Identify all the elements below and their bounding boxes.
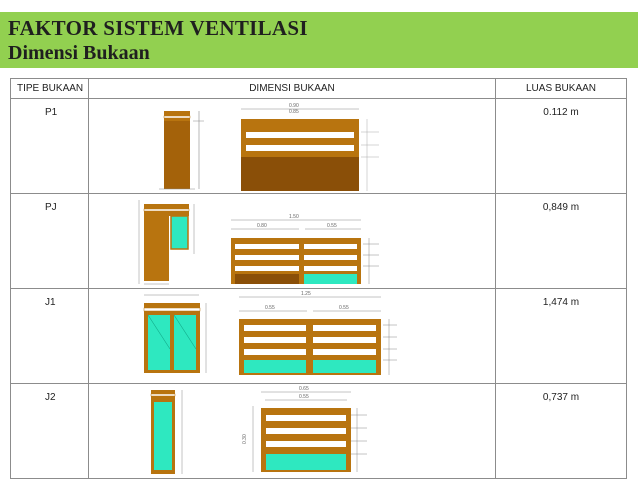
pj-dim-left: 0.80 [257, 223, 267, 229]
luas-cell [496, 289, 627, 384]
drawing-p1 [89, 99, 496, 194]
tipe-cell [11, 289, 89, 384]
drawing-j2 [89, 384, 496, 479]
luas-value: 0.112 m [543, 107, 579, 118]
tipe-label: J2 [45, 392, 56, 403]
title-banner [0, 12, 638, 68]
table-row [11, 384, 627, 479]
tipe-label: P1 [45, 107, 58, 118]
table-row [11, 289, 627, 384]
tipe-cell [11, 384, 89, 479]
pj-dim-right: 0.55 [327, 223, 337, 229]
j1-dim-total: 1.25 [301, 291, 311, 297]
luas-cell [496, 384, 627, 479]
j2-dim-side: 0.30 [242, 434, 248, 444]
page-title: FAKTOR SISTEM VENTILASI [8, 16, 308, 40]
tipe-label: J1 [45, 297, 56, 308]
luas-cell [496, 194, 627, 289]
table-row [11, 194, 627, 289]
table-row [11, 99, 627, 194]
window-j2-drawing [89, 384, 505, 478]
luas-value: 1,474 m [542, 297, 580, 308]
column-header-tipe: TIPE BUKAAN [11, 79, 89, 99]
drawing-pj [89, 194, 496, 289]
tipe-label: PJ [45, 202, 57, 213]
tipe-cell [11, 194, 89, 289]
window-j1-drawing [89, 289, 505, 383]
door-pj-drawing [89, 194, 505, 288]
j1-dim-right: 0.55 [339, 305, 349, 311]
luas-value: 0,737 m [542, 392, 580, 403]
p1-dim-top2: 0.85 [289, 109, 299, 115]
j1-dim-left: 0.55 [265, 305, 275, 311]
tipe-cell [11, 99, 89, 194]
column-header-dimensi: DIMENSI BUKAAN [89, 79, 496, 99]
luas-cell [496, 99, 627, 194]
pj-dim-total: 1.50 [289, 214, 299, 220]
door-p1-drawing [89, 99, 505, 193]
page-subtitle: Dimensi Bukaan [8, 42, 150, 64]
drawing-j1 [89, 289, 496, 384]
j2-dim-top2: 0.55 [299, 394, 309, 400]
luas-value: 0,849 m [542, 202, 580, 213]
table-header-row [11, 79, 627, 99]
p1-dim-top1: 0.90 [289, 103, 299, 109]
dimension-table [10, 78, 627, 479]
column-header-luas: LUAS BUKAAN [496, 79, 627, 99]
j2-dim-top1: 0.65 [299, 386, 309, 392]
